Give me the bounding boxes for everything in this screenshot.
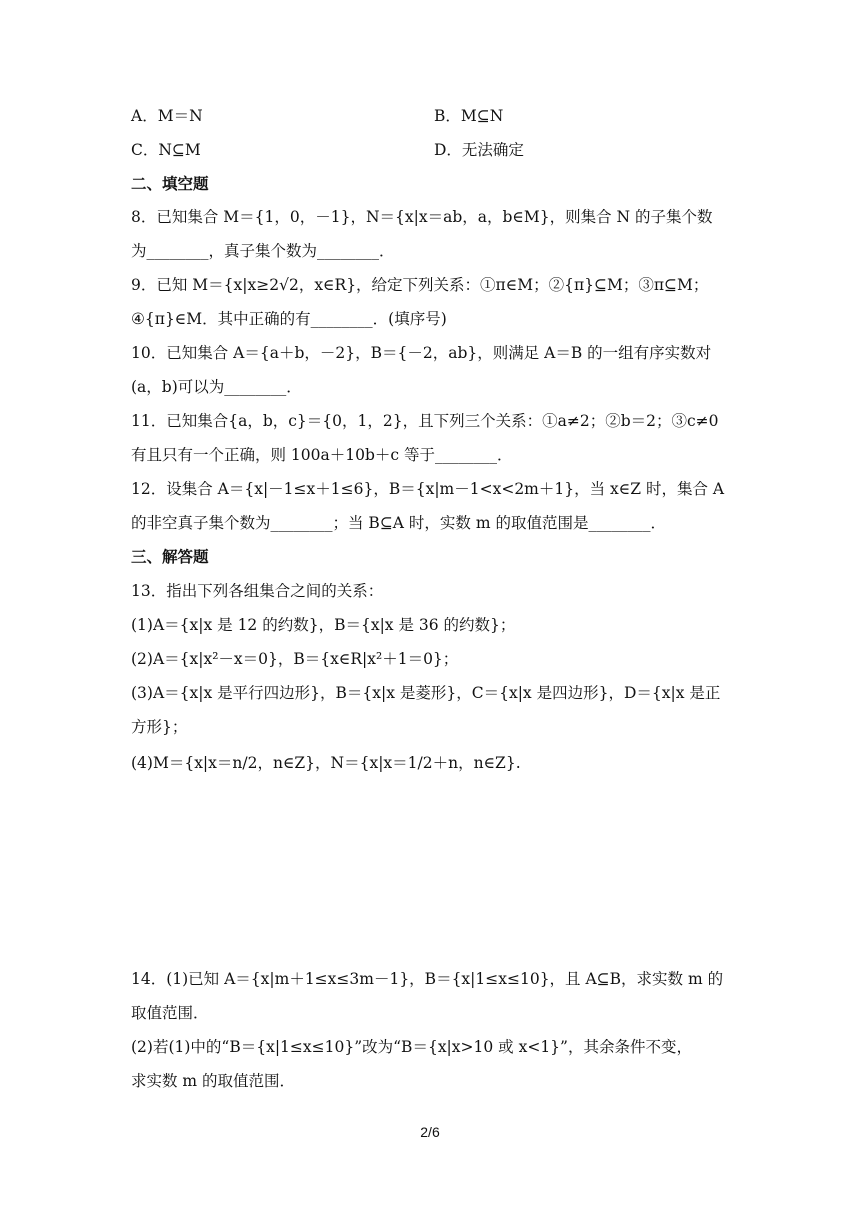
question-13-part-3a: (3)A＝{x|x 是平行四边形}，B＝{x|x 是菱形}，C＝{x|x 是四边形}，D＝{x|x 是正	[131, 684, 721, 702]
question-10-line-2: (a，b)可以为________．	[131, 378, 302, 396]
question-13-part-4: (4)M＝{x|x＝n/2，n∈Z}，N＝{x|x＝1/2＋n，n∈Z}.	[131, 754, 521, 772]
question-10-line-1: 10．已知集合 A＝{a＋b，－2}，B＝{－2，ab}，则满足 A＝B 的一组有序实数对	[131, 344, 712, 362]
question-11-line-2: 有且只有一个正确，则 100a＋10b＋c 等于________．	[131, 446, 513, 464]
section-heading-answer: 三、解答题	[131, 548, 209, 566]
question-13-part-1: (1)A＝{x|x 是 12 的约数}，B＝{x|x 是 36 的约数}；	[131, 616, 516, 634]
option-b: B．M⊆N	[434, 107, 504, 125]
option-a: A．M＝N	[131, 107, 203, 125]
question-14-line-2: 取值范围．	[131, 1004, 209, 1022]
question-9-line-2: ④{π}∈M．其中正确的有________．(填序号)	[131, 310, 447, 328]
question-13-intro: 13．指出下列各组集合之间的关系：	[131, 582, 384, 600]
question-13-part-3b: 方形}；	[131, 718, 188, 736]
option-c: C．N⊆M	[131, 141, 201, 159]
option-d: D．无法确定	[434, 141, 524, 159]
question-14-line-1: 14．(1)已知 A＝{x|m＋1≤x≤3m－1}，B＝{x|1≤x≤10}，且 A⊆B，求实数 m 的	[131, 970, 724, 988]
question-14-line-4: 求实数 m 的取值范围．	[131, 1072, 296, 1090]
question-13-part-2: (2)A＝{x|x²－x＝0}，B＝{x∈R|x²＋1＝0}；	[131, 650, 459, 668]
question-8-line-1: 8．已知集合 M＝{1，0，－1}，N＝{x|x＝ab，a，b∈M}，则集合 N 的子集个数	[131, 208, 713, 226]
question-14-line-3: (2)若(1)中的“B＝{x|1≤x≤10}”改为“B＝{x|x>10 或 x<1}”，其余条件不变，	[131, 1038, 692, 1056]
question-11-line-1: 11．已知集合{a，b，c}＝{0，1，2}，且下列三个关系：①a≠2；②b＝2；③c≠0	[131, 412, 719, 430]
question-12-line-1: 12．设集合 A＝{x|－1≤x＋1≤6}，B＝{x|m－1<x<2m＋1}，当 x∈Z 时，集合 A	[131, 480, 725, 498]
section-heading-fill-in: 二、填空题	[131, 175, 209, 193]
question-8-line-2: 为________，真子集个数为________．	[131, 242, 395, 260]
question-12-line-2: 的非空真子集个数为________；当 B⊆A 时，实数 m 的取值范围是________．	[131, 514, 666, 532]
question-9-line-1: 9．已知 M＝{x|x≥2√2，x∈R}，给定下列关系：①π∈M；②{π}⊆M；③π⊆M；	[131, 276, 709, 294]
page-number: 2/6	[420, 1124, 440, 1140]
